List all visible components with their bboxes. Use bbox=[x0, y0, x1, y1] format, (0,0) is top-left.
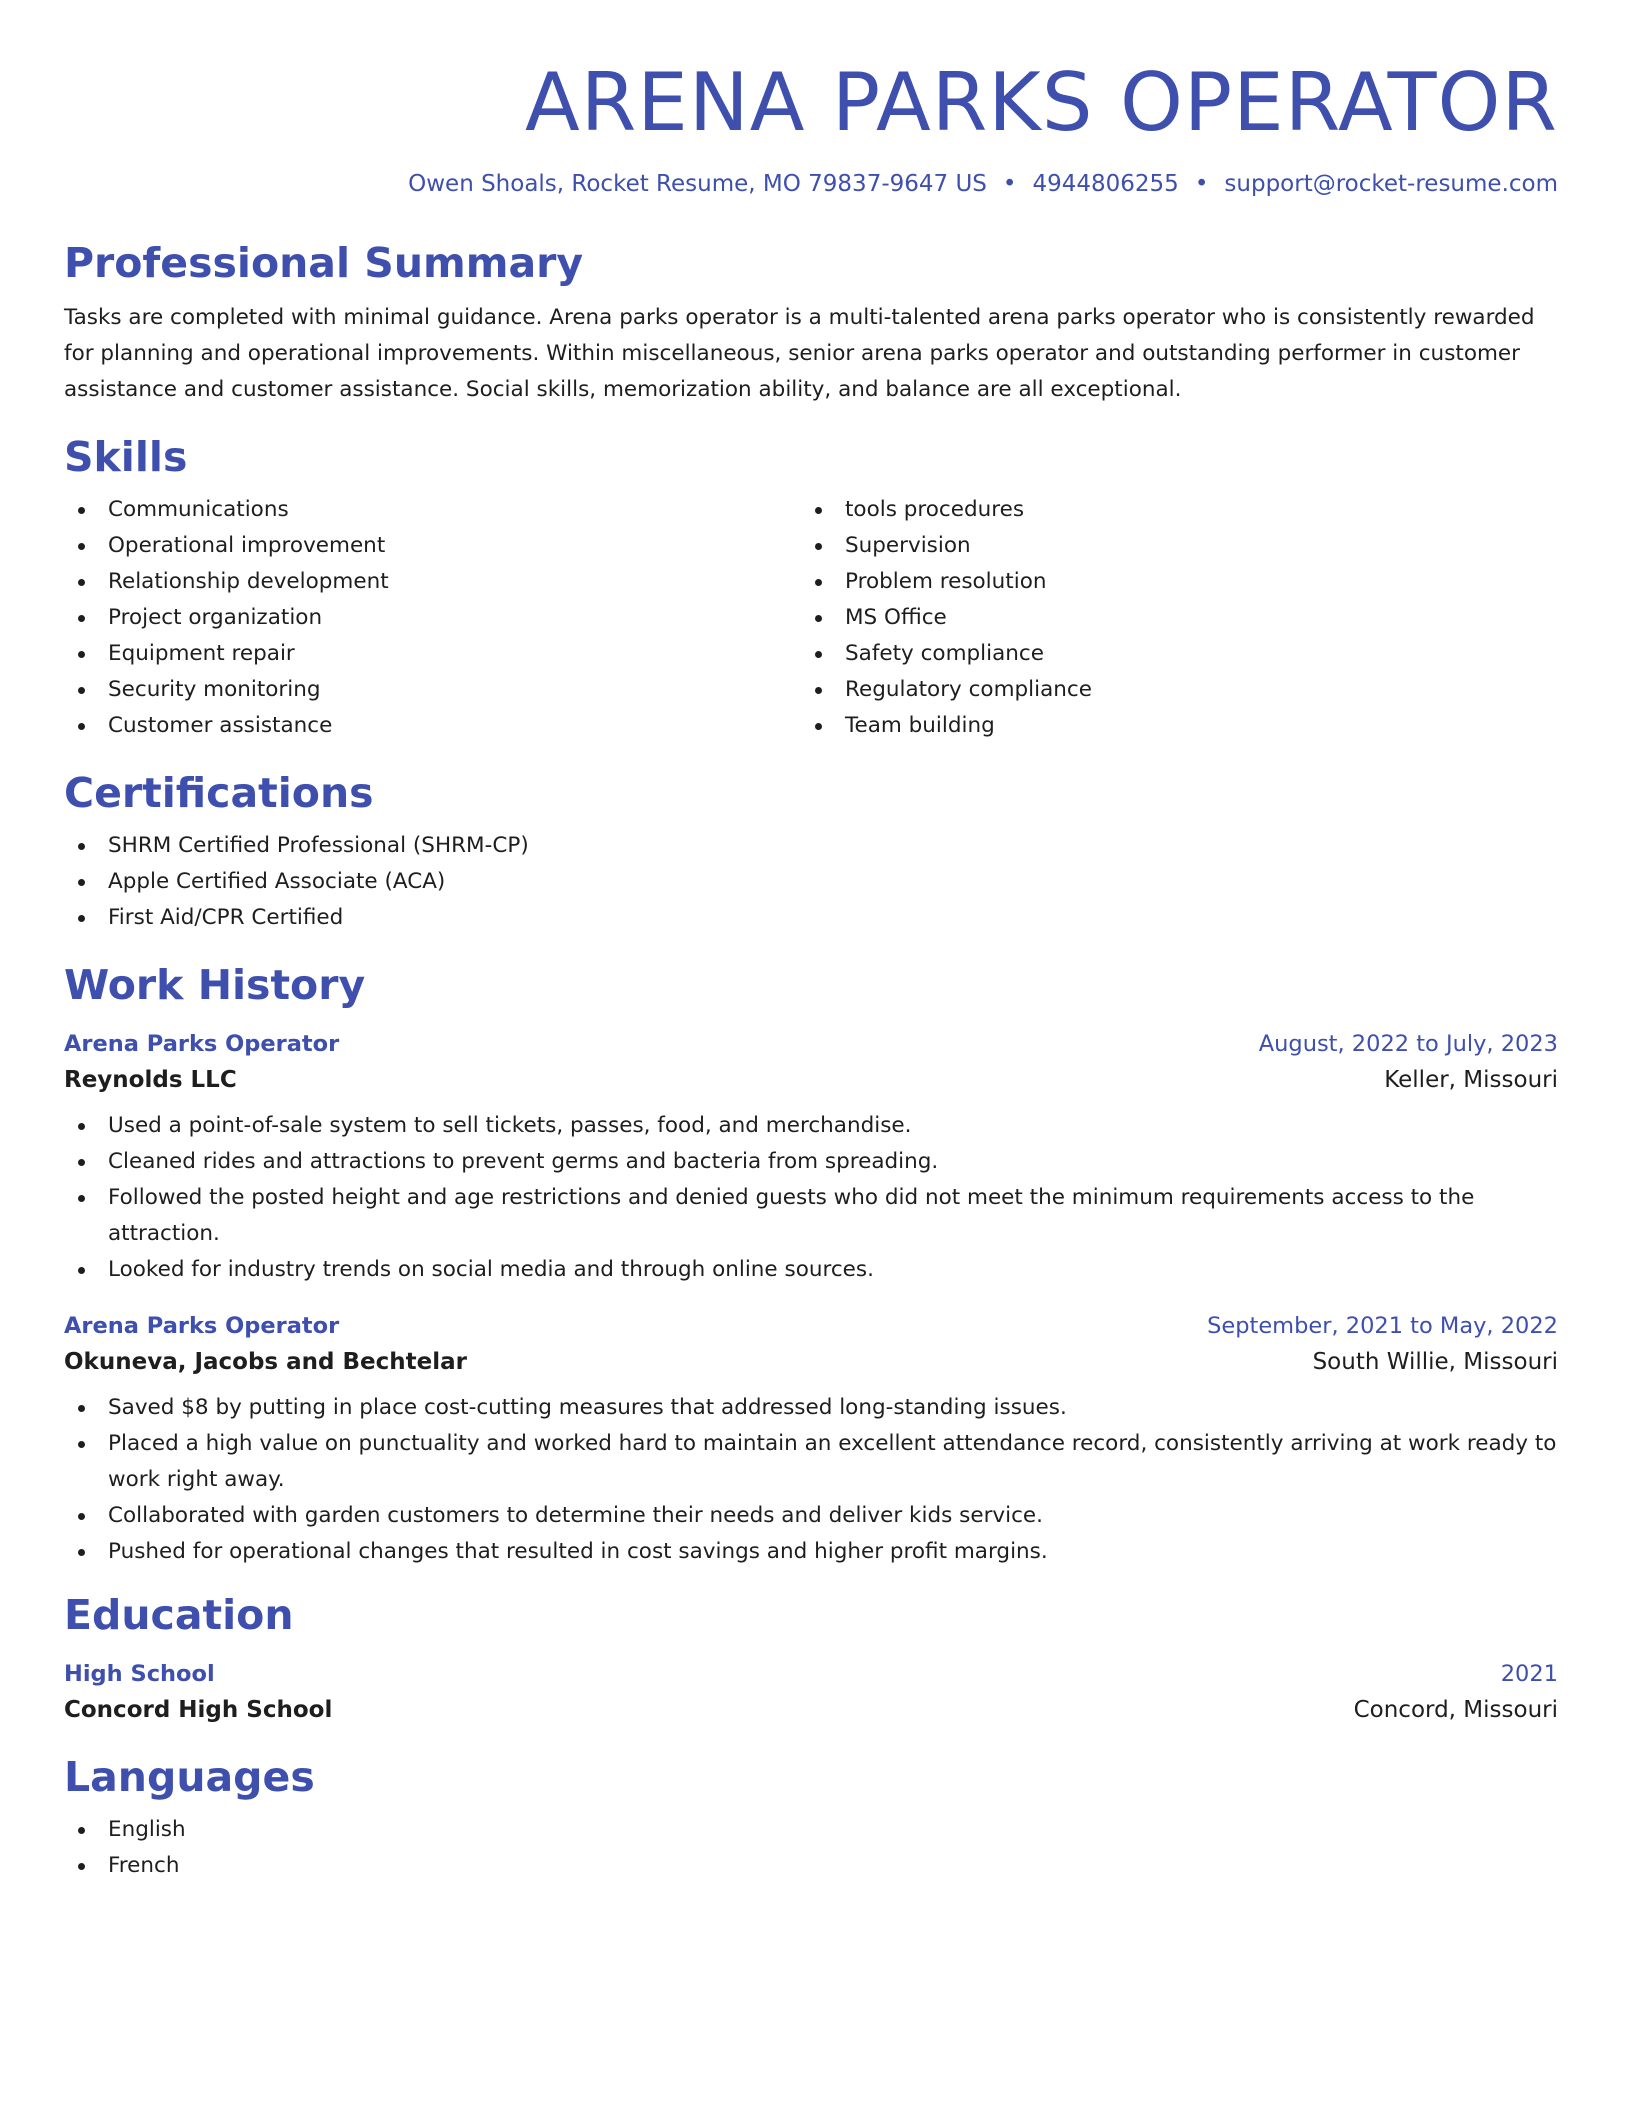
address: Owen Shoals, Rocket Resume, MO 79837-9647 US bbox=[408, 171, 987, 197]
bullet-icon bbox=[78, 723, 85, 730]
list-item: Saved $8 by putting in place cost-cutting measures that addressed long-standing issues. bbox=[64, 1390, 1558, 1426]
school-location: Concord, Missouri bbox=[1353, 1697, 1558, 1723]
bullet-icon bbox=[78, 615, 85, 622]
email-link[interactable]: support@rocket-resume.com bbox=[1224, 171, 1558, 197]
list-item: Equipment repair bbox=[64, 636, 801, 672]
bullet-icon bbox=[78, 1513, 85, 1520]
graduation-year: 2021 bbox=[1500, 1661, 1558, 1687]
bullet-icon bbox=[78, 543, 85, 550]
list-item: Security monitoring bbox=[64, 672, 801, 708]
phone: 4944806255 bbox=[1032, 171, 1179, 197]
job-location: Keller, Missouri bbox=[1384, 1067, 1558, 1093]
list-item: SHRM Certified Professional (SHRM-CP) bbox=[64, 828, 1558, 864]
list-item: Used a point-of-sale system to sell tickets, passes, food, and merchandise. bbox=[64, 1108, 1558, 1144]
skills-heading: Skills bbox=[64, 433, 188, 481]
separator: • bbox=[1194, 171, 1209, 197]
list-item: Looked for industry trends on social media and through online sources. bbox=[64, 1252, 1558, 1288]
job-entry bbox=[64, 1308, 1558, 1570]
job-title: Arena Parks Operator bbox=[64, 1031, 340, 1057]
list-item: Placed a high value on punctuality and worked hard to maintain an excellent attendance record, consistently arriving at work ready to work right away. bbox=[64, 1426, 1558, 1498]
candidate-name: ARENA PARKS OPERATOR bbox=[524, 56, 1558, 149]
bullet-icon bbox=[78, 1549, 85, 1556]
bullet-icon bbox=[78, 687, 85, 694]
bullet-icon bbox=[815, 507, 822, 514]
languages-heading: Languages bbox=[64, 1753, 315, 1801]
education-entry bbox=[64, 1656, 1558, 1728]
bullet-icon bbox=[815, 651, 822, 658]
certifications-list bbox=[64, 828, 1558, 936]
list-item: Safety compliance bbox=[801, 636, 1538, 672]
list-item: Operational improvement bbox=[64, 528, 801, 564]
degree: High School bbox=[64, 1661, 215, 1687]
list-item: Team building bbox=[801, 708, 1538, 744]
bullet-icon bbox=[78, 1195, 85, 1202]
bullet-icon bbox=[815, 687, 822, 694]
bullet-icon bbox=[78, 507, 85, 514]
list-item: Followed the posted height and age restrictions and denied guests who did not meet the minimum requirements access to the attraction. bbox=[64, 1180, 1558, 1252]
list-item: Collaborated with garden customers to determine their needs and deliver kids service. bbox=[64, 1498, 1558, 1534]
bullet-icon bbox=[78, 1267, 85, 1274]
resume-page bbox=[64, 0, 1558, 1884]
bullet-icon bbox=[78, 1827, 85, 1834]
list-item: Apple Certified Associate (ACA) bbox=[64, 864, 1558, 900]
bullet-icon bbox=[78, 879, 85, 886]
job-title: Arena Parks Operator bbox=[64, 1313, 340, 1339]
separator: • bbox=[1002, 171, 1017, 197]
job-dates: September, 2021 to May, 2022 bbox=[1207, 1313, 1558, 1339]
list-item: Communications bbox=[64, 492, 801, 528]
list-item: Regulatory compliance bbox=[801, 672, 1538, 708]
bullet-icon bbox=[815, 579, 822, 586]
job-bullets bbox=[64, 1390, 1558, 1570]
skills-list-right bbox=[801, 492, 1538, 744]
list-item: Customer assistance bbox=[64, 708, 801, 744]
list-item: English bbox=[64, 1812, 1558, 1848]
list-item: Cleaned rides and attractions to prevent germs and bacteria from spreading. bbox=[64, 1144, 1558, 1180]
contact-line bbox=[64, 168, 1558, 200]
certifications-heading: Certifications bbox=[64, 769, 374, 817]
bullet-icon bbox=[815, 543, 822, 550]
company-name: Okuneva, Jacobs and Bechtelar bbox=[64, 1349, 467, 1375]
list-item: tools procedures bbox=[801, 492, 1538, 528]
skills-grid bbox=[64, 492, 1558, 744]
bullet-icon bbox=[78, 651, 85, 658]
education-heading: Education bbox=[64, 1591, 294, 1639]
list-item: MS Office bbox=[801, 600, 1538, 636]
skills-list-left bbox=[64, 492, 801, 744]
job-entry bbox=[64, 1026, 1558, 1288]
languages-list bbox=[64, 1812, 1558, 1884]
bullet-icon bbox=[815, 723, 822, 730]
work-history-heading: Work History bbox=[64, 961, 366, 1009]
bullet-icon bbox=[78, 843, 85, 850]
bullet-icon bbox=[78, 1123, 85, 1130]
bullet-icon bbox=[78, 579, 85, 586]
summary-text: Tasks are completed with minimal guidance. Arena parks operator is a multi-talented arena parks operator who is consistently rewarded for planning and operational improvements. Within miscellaneous, senior arena parks operator and outstanding performer in customer assistance and customer assistance. Social skills, memorization ability, and balance are all exceptional. bbox=[64, 305, 1535, 402]
bullet-icon bbox=[78, 915, 85, 922]
list-item: Supervision bbox=[801, 528, 1538, 564]
bullet-icon bbox=[78, 1863, 85, 1870]
company-name: Reynolds LLC bbox=[64, 1067, 237, 1093]
list-item: Project organization bbox=[64, 600, 801, 636]
bullet-icon bbox=[78, 1159, 85, 1166]
list-item: Relationship development bbox=[64, 564, 801, 600]
bullet-icon bbox=[78, 1405, 85, 1412]
bullet-icon bbox=[815, 615, 822, 622]
list-item: French bbox=[64, 1848, 1558, 1884]
summary-heading: Professional Summary bbox=[64, 239, 584, 287]
job-bullets bbox=[64, 1108, 1558, 1288]
job-location: South Willie, Missouri bbox=[1312, 1349, 1558, 1375]
school-name: Concord High School bbox=[64, 1697, 333, 1723]
bullet-icon bbox=[78, 1441, 85, 1448]
list-item: Problem resolution bbox=[801, 564, 1538, 600]
list-item: First Aid/CPR Certified bbox=[64, 900, 1558, 936]
job-dates: August, 2022 to July, 2023 bbox=[1258, 1031, 1558, 1057]
list-item: Pushed for operational changes that resulted in cost savings and higher profit margins. bbox=[64, 1534, 1558, 1570]
